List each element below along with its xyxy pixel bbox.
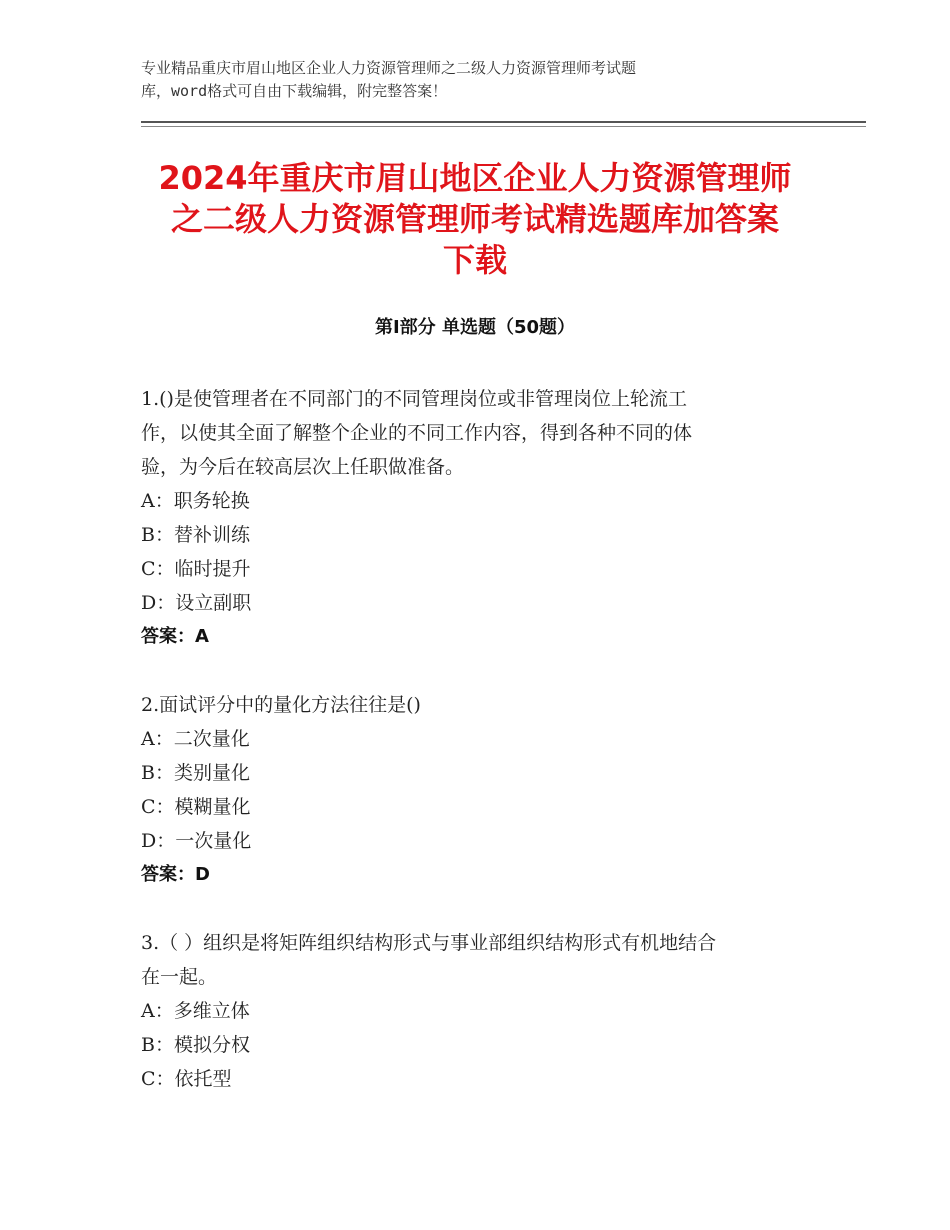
- option-a: A：职务轮换: [141, 490, 250, 512]
- option-a: A：多维立体: [141, 1000, 250, 1022]
- header-divider-thin: [141, 126, 866, 127]
- header-note-line-1: 专业精品重庆市眉山地区企业人力资源管理师之二级人力资源管理师考试题: [141, 59, 637, 77]
- question-stem: [141, 926, 821, 994]
- document-title: [100, 158, 850, 281]
- question-stem-line: 2.面试评分中的量化方法往往是(): [141, 694, 421, 716]
- answer: 答案：D: [141, 864, 210, 885]
- document-title-line-2: 之二级人力资源管理师考试精选题库加答案: [170, 200, 779, 238]
- option-d: D：一次量化: [141, 830, 252, 852]
- question-1: [141, 382, 821, 654]
- question-stem-line: 3.（ ）组织是将矩阵组织结构形式与事业部组织结构形式有机地结合: [141, 932, 717, 954]
- option-d: D：设立副职: [141, 592, 252, 614]
- header-note: [141, 57, 781, 103]
- option-b: B：替补训练: [141, 524, 250, 546]
- option-c: C：模糊量化: [141, 796, 251, 818]
- section-title: 第Ⅰ部分 单选题（50题）: [374, 317, 575, 338]
- option-c: C：临时提升: [141, 558, 251, 580]
- answer: 答案：A: [141, 626, 209, 647]
- question-stem-line: 作，以使其全面了解整个企业的不同工作内容，得到各种不同的体: [141, 422, 693, 444]
- question-stem: [141, 382, 821, 484]
- option-b: B：类别量化: [141, 762, 250, 784]
- question-stem: [141, 688, 821, 722]
- option-a: A：二次量化: [141, 728, 250, 750]
- option-b: B：模拟分权: [141, 1034, 250, 1056]
- question-stem-line: 在一起。: [141, 966, 218, 988]
- question-3: [141, 926, 821, 1096]
- question-2: [141, 688, 821, 892]
- header-note-line-2: 库，word格式可自由下载编辑，附完整答案！: [141, 82, 448, 100]
- question-stem-line: 1.()是使管理者在不同部门的不同管理岗位或非管理岗位上轮流工: [141, 388, 687, 410]
- header-divider-thick: [141, 121, 866, 123]
- option-c: C：依托型: [141, 1068, 232, 1090]
- document-title-line-1: 2024年重庆市眉山地区企业人力资源管理师: [158, 159, 792, 197]
- question-list: [141, 382, 821, 1130]
- document-title-line-3: 下载: [442, 241, 507, 279]
- question-stem-line: 验，为今后在较高层次上任职做准备。: [141, 456, 465, 478]
